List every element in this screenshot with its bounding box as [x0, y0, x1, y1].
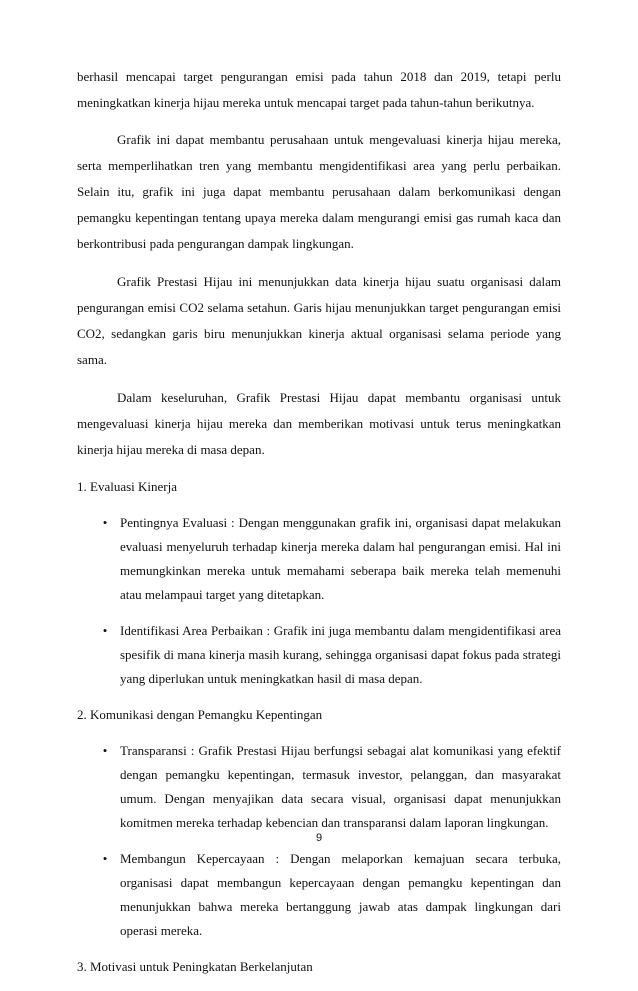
bullet-item — [77, 511, 561, 607]
bullet-icon: • — [102, 623, 108, 638]
bullet-icon: • — [102, 851, 108, 866]
section-heading-evaluasi: 1. Evaluasi Kinerja — [77, 479, 177, 494]
bullet-text: Transparansi : Grafik Prestasi Hijau berfungsi sebagai alat komunikasi yang efektif dengan pemangku kepentingan, termasuk investor, pelanggan, dan masyarakat umum. Dengan menyajikan data secara visual, organisasi dapat menunjukkan komitmen mereka terhadap kebencian dan transparansi dalam laporan lingkungan. — [120, 743, 561, 830]
bullet-icon: • — [102, 515, 108, 530]
section-heading-motivasi: 3. Motivasi untuk Peningkatan Berkelanjutan — [77, 959, 313, 974]
paragraph-chart-description: Grafik Prestasi Hijau ini menunjukkan data kinerja hijau suatu organisasi dalam pengurangan emisi CO2 selama setahun. Garis hijau menunjukkan target pengurangan emisi CO2, sedangkan garis biru menunjukkan kinerja aktual organisasi selama periode yang sama. — [77, 274, 561, 367]
bullet-list-evaluasi — [77, 511, 561, 691]
bullet-item — [77, 619, 561, 691]
bullet-item — [77, 739, 561, 835]
paragraph-intro: berhasil mencapai target pengurangan emisi pada tahun 2018 dan 2019, tetapi perlu meningkatkan kinerja hijau mereka untuk mencapai target pada tahun-tahun berikutnya. — [77, 69, 561, 110]
bullet-text: Pentingnya Evaluasi : Dengan menggunakan grafik ini, organisasi dapat melakukan evaluasi menyeluruh terhadap kinerja mereka dalam hal pengurangan emisi. Hal ini memungkinkan mereka untuk memahami seberapa baik mereka telah memenuhi atau melampaui target yang ditetapkan. — [120, 515, 561, 602]
bullet-item — [77, 847, 561, 943]
bullet-text: Membangun Kepercayaan : Dengan melaporkan kemajuan secara terbuka, organisasi dapat membangun kepercayaan dengan pemangku kepentingan dan menunjukkan bahwa mereka bertanggung jawab atas dampak lingkungan dari operasi mereka. — [120, 851, 561, 938]
page-number: 9 — [315, 832, 323, 844]
bullet-text: Identifikasi Area Perbaikan : Grafik ini juga membantu dalam mengidentifikasi area spesifik di mana kinerja masih kurang, sehingga organisasi dapat fokus pada strategi yang diperlukan untuk meningkatkan hasil di masa depan. — [120, 623, 561, 686]
paragraph-chart-benefits: Grafik ini dapat membantu perusahaan untuk mengevaluasi kinerja hijau mereka, serta memperlihatkan tren yang membantu mengidentifikasi area yang perlu perbaikan. Selain itu, grafik ini juga dapat membantu perusahaan dalam berkomunikasi dengan pemangku kepentingan tentang upaya mereka dalam mengurangi emisi gas rumah kaca dan berkontribusi pada pengurangan dampak lingkungan. — [77, 132, 561, 251]
page-body — [77, 64, 561, 991]
paragraph-conclusion: Dalam keseluruhan, Grafik Prestasi Hijau dapat membantu organisasi untuk mengevaluasi kinerja hijau mereka dan memberikan motivasi untuk terus meningkatkan kinerja hijau mereka di masa depan. — [77, 390, 561, 457]
bullet-icon: • — [102, 743, 108, 758]
section-heading-komunikasi: 2. Komunikasi dengan Pemangku Kepentingan — [77, 707, 323, 722]
